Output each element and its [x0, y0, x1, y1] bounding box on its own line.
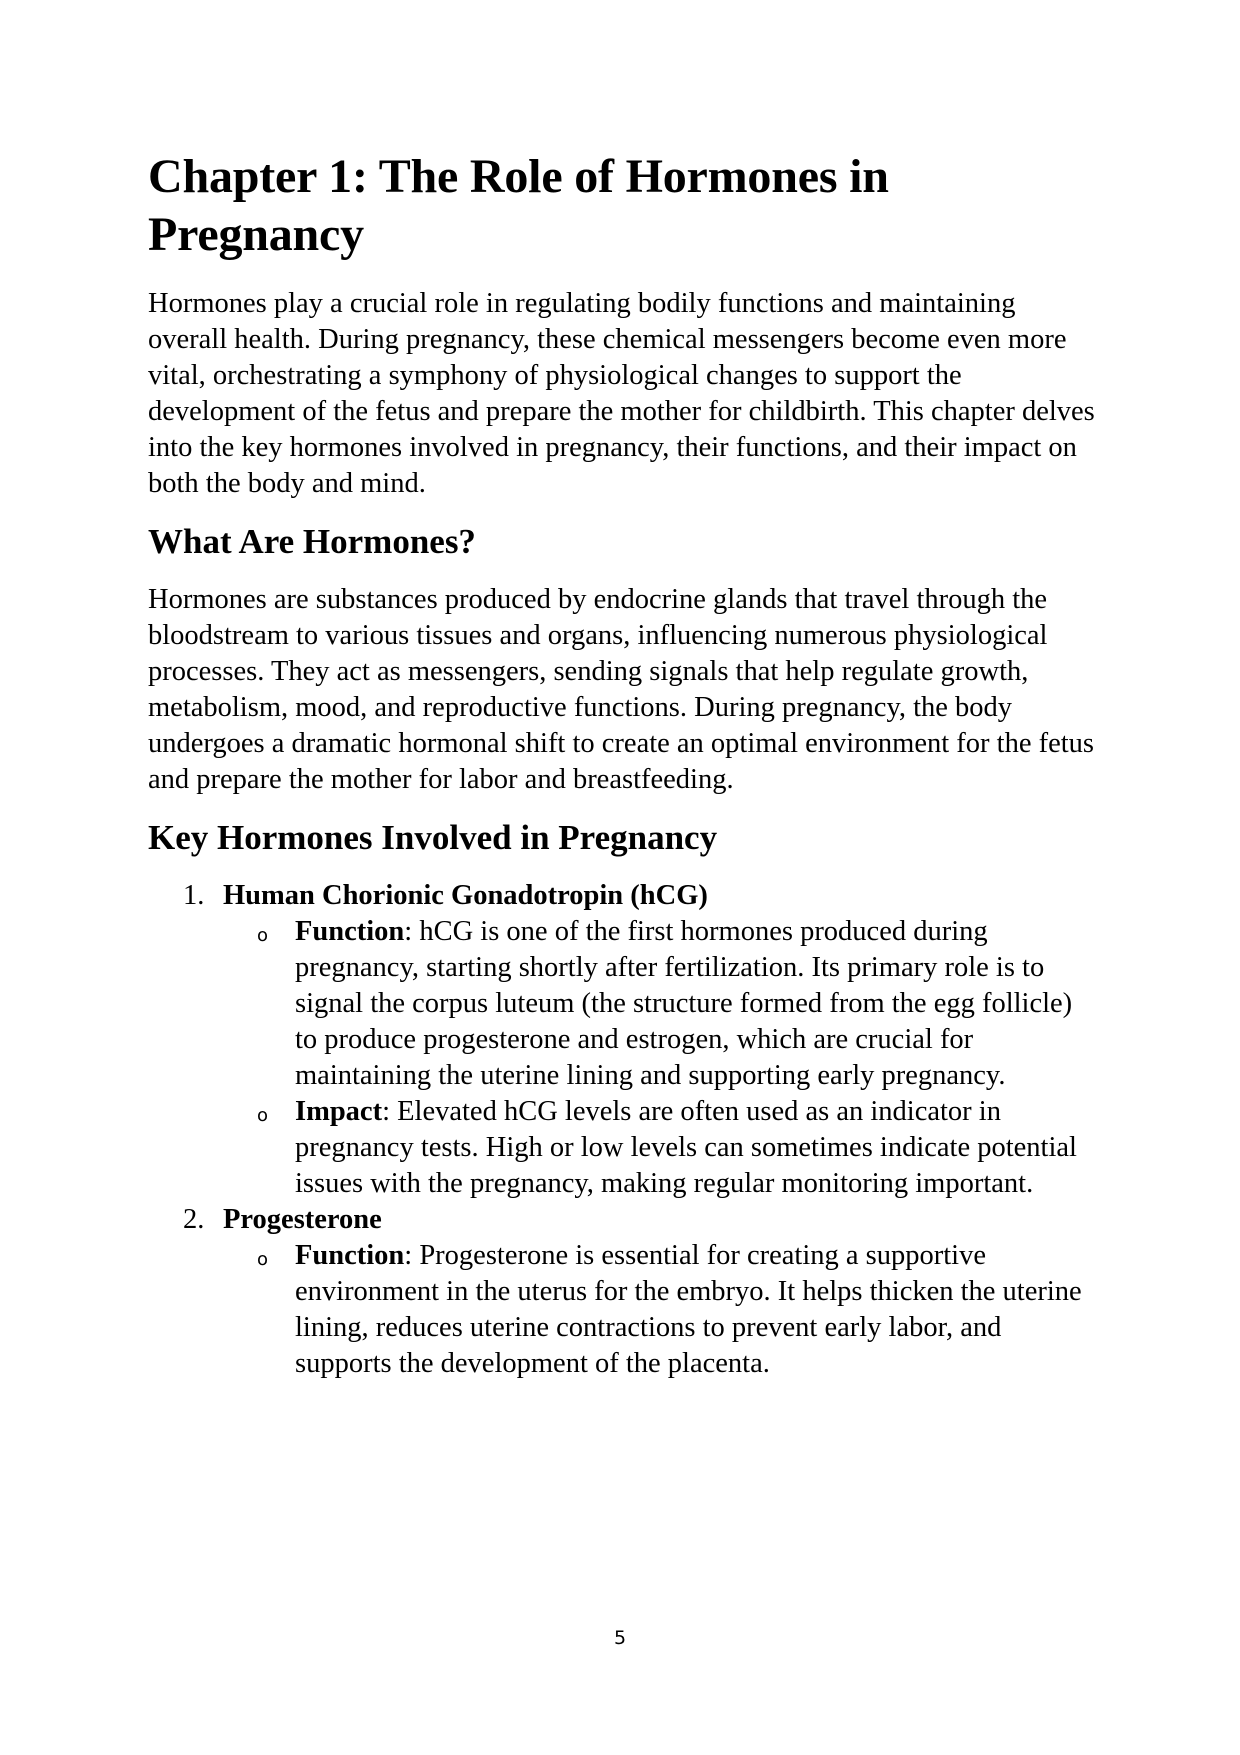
- hormone-points: [257, 914, 1098, 1202]
- hormone-item-hcg: [148, 878, 1098, 1202]
- list-number: 1.: [183, 880, 205, 911]
- point-text: : Elevated hCG levels are often used as an indicator in pregnancy tests. High or low levels can sometimes indicate potential issues with the pregnancy, making regular monitoring important.: [295, 1096, 1077, 1199]
- circle-bullet-icon: o: [257, 1105, 269, 1126]
- circle-bullet-icon: o: [257, 1249, 269, 1270]
- document-page: [148, 148, 1098, 1382]
- section-heading-key-hormones: Key Hormones Involved in Pregnancy: [148, 818, 718, 857]
- hormone-list: [148, 878, 1098, 1382]
- chapter-title: Chapter 1: The Role of Hormones in Pregnancy: [148, 150, 889, 261]
- hormone-name: Human Chorionic Gonadotropin (hCG): [223, 880, 708, 911]
- hormone-points: [257, 1238, 1098, 1382]
- point-term: Function: [295, 916, 405, 947]
- point-term: Impact: [295, 1096, 383, 1127]
- hormone-name: Progesterone: [223, 1204, 382, 1235]
- point-term: Function: [295, 1240, 405, 1271]
- hormone-point: [257, 1238, 1098, 1382]
- intro-paragraph: Hormones play a crucial role in regulating bodily functions and maintaining overall health. During pregnancy, these chemical messengers become even more vital, orchestrating a symphony of physiological changes to support the development of the fetus and prepare the mother for childbirth. This chapter delves into the key hormones involved in pregnancy, their functions, and their impact on both the body and mind.: [148, 288, 1095, 499]
- point-text: : hCG is one of the first hormones produced during pregnancy, starting shortly after fertilization. Its primary role is to signal the corpus luteum (the structure formed from the egg follicle) to produce progesterone and estrogen, which are crucial for maintaining the uterine lining and supporting early pregnancy.: [295, 916, 1073, 1091]
- hormone-point: [257, 914, 1098, 1094]
- section-heading-what-are-hormones: What Are Hormones?: [148, 522, 476, 561]
- hormone-point: [257, 1094, 1098, 1202]
- list-number: 2.: [183, 1204, 205, 1235]
- hormone-item-progesterone: [148, 1202, 1098, 1382]
- what-are-hormones-paragraph: Hormones are substances produced by endocrine glands that travel through the bloodstream to various tissues and organs, influencing numerous physiological processes. They act as messengers, sending signals that help regulate growth, metabolism, mood, and reproductive functions. During pregnancy, the body undergoes a dramatic hormonal shift to create an optimal environment for the fetus and prepare the mother for labor and breastfeeding.: [148, 584, 1094, 795]
- page-number: 5: [613, 1627, 627, 1649]
- point-text: : Progesterone is essential for creating a supportive environment in the uterus for the embryo. It helps thicken the uterine lining, reduces uterine contractions to prevent early labor, and supports the development of the placenta.: [295, 1240, 1082, 1379]
- circle-bullet-icon: o: [257, 925, 269, 946]
